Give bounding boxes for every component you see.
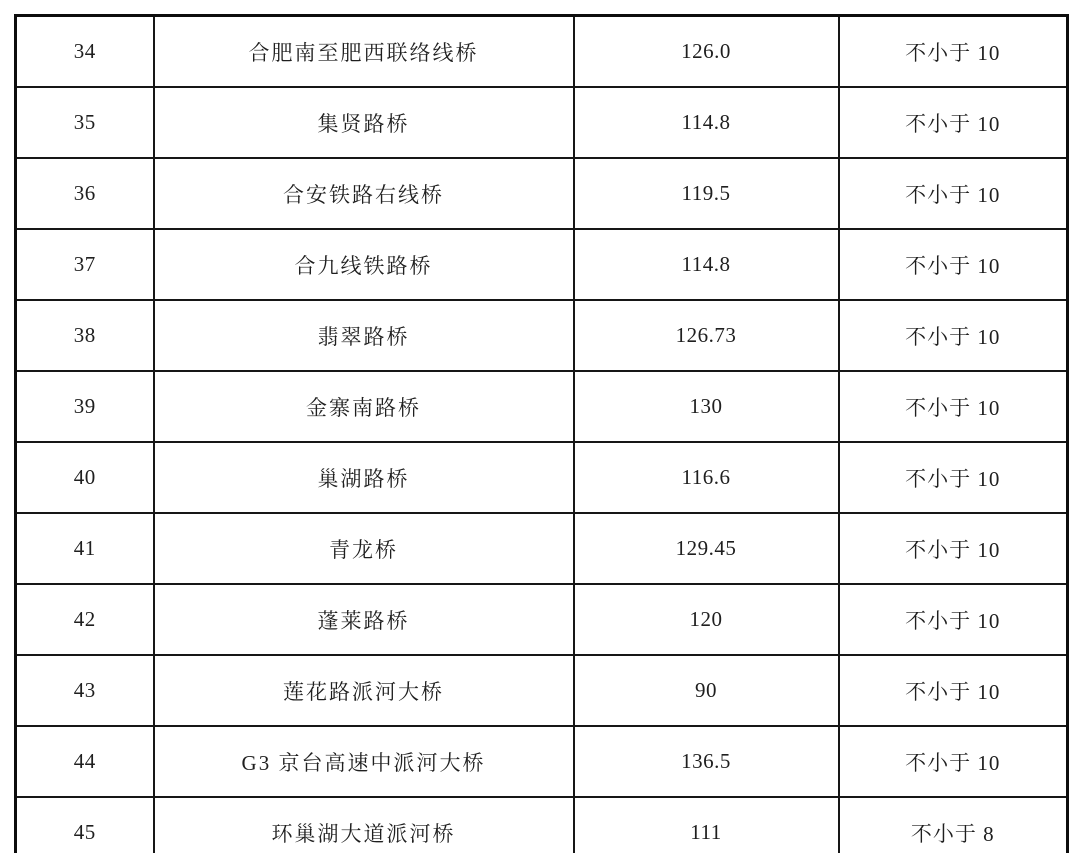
row-index-cell: 44 [16,726,154,797]
requirement-cell: 不小于 10 [839,655,1068,726]
row-index-cell: 41 [16,513,154,584]
bridge-name-cell: 巢湖路桥 [154,442,574,513]
row-index-cell: 43 [16,655,154,726]
bridge-name-cell: 青龙桥 [154,513,574,584]
table-row [16,16,1068,88]
bridge-name-cell: 集贤路桥 [154,87,574,158]
bridge-value-cell: 130 [574,371,839,442]
row-index-cell: 45 [16,797,154,853]
table-row [16,513,1068,584]
bridge-name-cell: 合九线铁路桥 [154,229,574,300]
table-row [16,797,1068,853]
row-index-cell: 35 [16,87,154,158]
requirement-cell: 不小于 10 [839,584,1068,655]
bridge-name-cell: 蓬莱路桥 [154,584,574,655]
table-row [16,584,1068,655]
requirement-cell: 不小于 10 [839,513,1068,584]
requirement-cell: 不小于 10 [839,300,1068,371]
bridge-name-cell: G3 京台高速中派河大桥 [154,726,574,797]
row-index-cell: 40 [16,442,154,513]
table-body [16,16,1068,853]
bridge-name-cell: 合肥南至肥西联络线桥 [154,16,574,88]
bridge-value-cell: 126.0 [574,16,839,88]
requirement-cell: 不小于 10 [839,442,1068,513]
bridge-name-cell: 莲花路派河大桥 [154,655,574,726]
row-index-cell: 34 [16,16,154,88]
table-row [16,158,1068,229]
row-index-cell: 36 [16,158,154,229]
bridge-name-cell: 合安铁路右线桥 [154,158,574,229]
table-row [16,229,1068,300]
bridge-table [14,14,1069,853]
row-index-cell: 37 [16,229,154,300]
bridge-value-cell: 129.45 [574,513,839,584]
table-row [16,655,1068,726]
bridge-value-cell: 114.8 [574,229,839,300]
bridge-name-cell: 金寨南路桥 [154,371,574,442]
bridge-value-cell: 111 [574,797,839,853]
bridge-value-cell: 114.8 [574,87,839,158]
bridge-name-cell: 翡翠路桥 [154,300,574,371]
requirement-cell: 不小于 10 [839,87,1068,158]
requirement-cell: 不小于 10 [839,229,1068,300]
requirement-cell: 不小于 10 [839,16,1068,88]
bridge-value-cell: 120 [574,584,839,655]
bridge-value-cell: 116.6 [574,442,839,513]
table-row [16,300,1068,371]
row-index-cell: 39 [16,371,154,442]
requirement-cell: 不小于 10 [839,726,1068,797]
row-index-cell: 42 [16,584,154,655]
requirement-cell: 不小于 10 [839,158,1068,229]
table-row [16,726,1068,797]
bridge-value-cell: 136.5 [574,726,839,797]
bridge-name-cell: 环巢湖大道派河桥 [154,797,574,853]
table-row [16,371,1068,442]
requirement-cell: 不小于 10 [839,371,1068,442]
requirement-cell: 不小于 8 [839,797,1068,853]
bridge-value-cell: 126.73 [574,300,839,371]
table-row [16,87,1068,158]
bridge-value-cell: 90 [574,655,839,726]
row-index-cell: 38 [16,300,154,371]
table-row [16,442,1068,513]
bridge-value-cell: 119.5 [574,158,839,229]
